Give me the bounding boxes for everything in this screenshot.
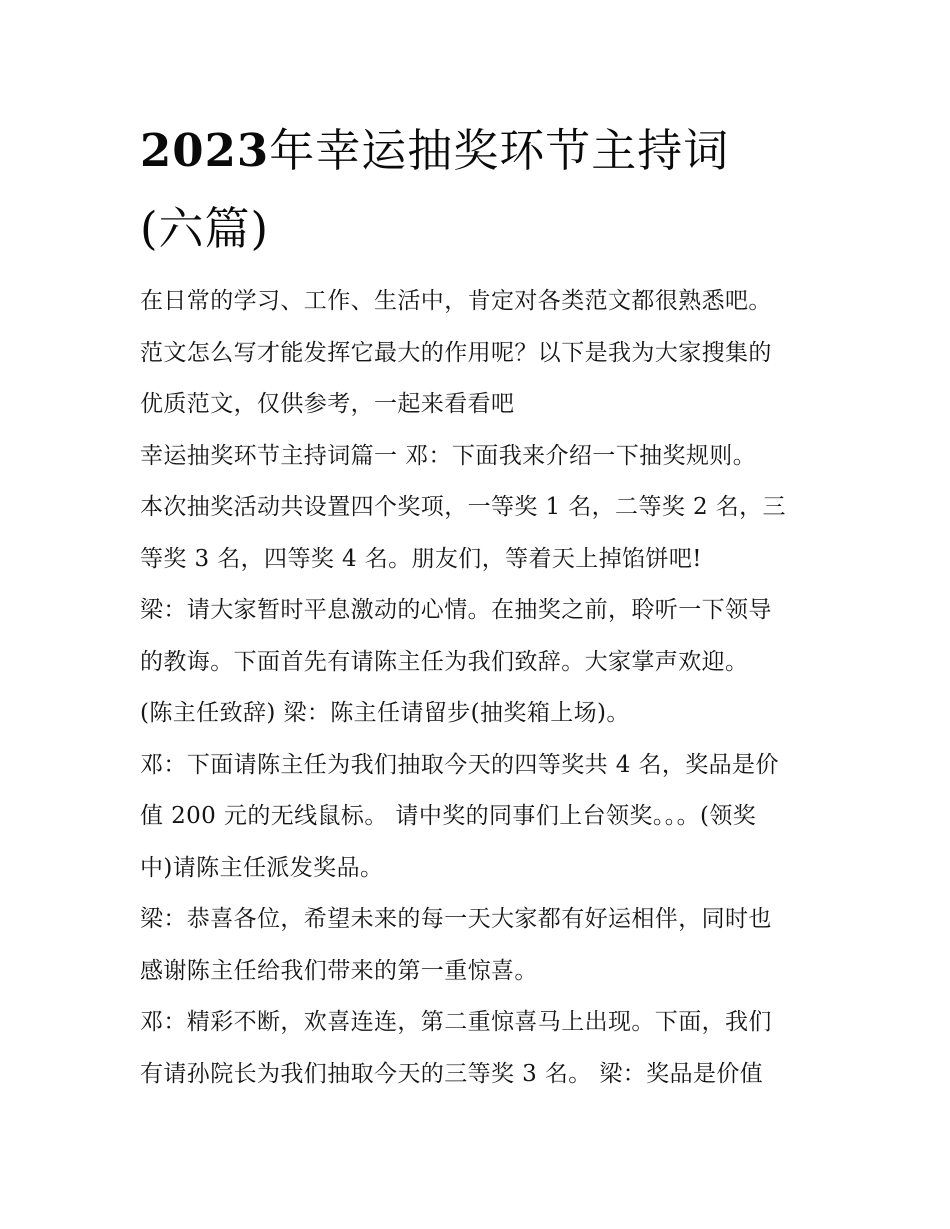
body-line: 在日常的学习、工作、生活中，肯定对各类范文都很熟悉吧。 [140, 288, 772, 314]
title-line2-text: (六篇) [140, 202, 270, 255]
body-line: 有请孙院长为我们抽取今天的三等奖 3 名。 梁：奖品是价值 [140, 1060, 764, 1087]
body-line: 中)请陈主任派发奖品。 [140, 854, 384, 881]
body-line: 邓：下面请陈主任为我们抽取今天的四等奖共 4 名，奖品是价 [140, 751, 779, 778]
body-line: 梁：恭喜各位，希望未来的每一天大家都有好运相伴，同时也 [140, 906, 772, 932]
body-line: (陈主任致辞) 梁：陈主任请留步(抽奖箱上场)。 [140, 700, 630, 726]
body-line: 本次抽奖活动共设置四个奖项，一等奖 1 名，二等奖 2 名，三 [140, 494, 786, 520]
title-year: 2023 [140, 124, 270, 177]
body-line: 邓：精彩不断，欢喜连连，第二重惊喜马上出现。下面，我们 [140, 1009, 772, 1035]
body-line: 范文怎么写才能发挥它最大的作用呢？以下是我为大家搜集的 [140, 339, 772, 366]
body-line: 感谢陈主任给我们带来的第一重惊喜。 [140, 957, 538, 984]
title-line1-text: 年幸运抽奖环节主持词 [269, 124, 730, 177]
body-line: 的教诲。下面首先有请陈主任为我们致辞。大家掌声欢迎。 [140, 648, 749, 675]
document-title [140, 112, 820, 268]
document-body [140, 276, 820, 1100]
body-line: 梁：请大家暂时平息激动的心情。在抽奖之前，聆听一下领导 [140, 597, 772, 623]
body-line: 幸运抽奖环节主持词篇一 邓：下面我来介绍一下抽奖规则。 [140, 442, 757, 469]
body-line: 优质范文，仅供参考，一起来看看吧 [140, 391, 515, 417]
body-line: 等奖 3 名，四等奖 4 名。朋友们，等着天上掉馅饼吧! [140, 545, 702, 572]
body-line: 值 200 元的无线鼠标。 请中奖的同事们上台领奖。。。(领奖 [140, 803, 757, 829]
